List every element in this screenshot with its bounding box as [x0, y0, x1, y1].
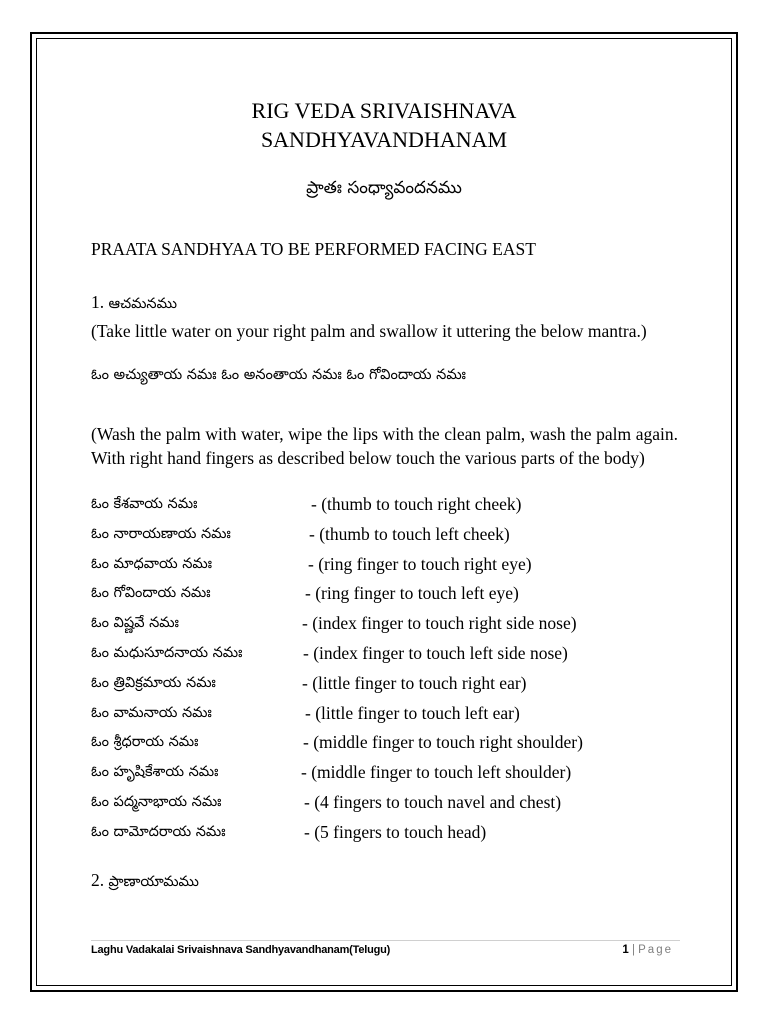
telugu-subtitle: ప్రాతః సంధ్యావందనము: [306, 178, 462, 198]
section-1-number: 1.: [91, 292, 105, 312]
mantra-text: ఓం త్రివిక్రమాయ నమః: [91, 674, 216, 691]
achamana-mantra: ఓం అచ్యుతాయ నమః ఓం అనంతాయ నమః ఓం గోవిందాయ నమః: [91, 367, 466, 383]
list-item: [91, 582, 691, 612]
list-item: [91, 553, 691, 583]
action-text: - (little finger to touch left ear): [305, 702, 520, 723]
heading: PRAATA SANDHYAA TO BE PERFORMED FACING EAST: [91, 239, 536, 259]
mantra-text: ఓం మాధవాయ నమః: [91, 555, 213, 572]
list-item: [91, 523, 691, 553]
action-text: - (little finger to touch right ear): [302, 672, 527, 693]
mantra-action-list: [91, 493, 691, 851]
action-text: - (4 fingers to touch navel and chest): [304, 791, 562, 812]
action-text: - (5 fingers to touch head): [304, 821, 487, 842]
mantra-text: ఓం విష్ణవే నమః: [91, 615, 179, 632]
title-line-2: SANDHYAVANDHANAM: [260, 127, 508, 152]
list-item: [91, 731, 691, 761]
list-item: [91, 791, 691, 821]
mantra-text: ఓం హృషికేశాయ నమః: [91, 764, 219, 781]
section-2-heading: [91, 869, 199, 893]
list-item: [91, 672, 691, 702]
mantra-text: ఓం కేశవాయ నమః: [91, 496, 198, 512]
list-item: [91, 642, 691, 672]
list-item: [91, 821, 691, 851]
action-text: - (index finger to touch left side nose): [303, 642, 568, 663]
page-number: 1: [622, 944, 629, 956]
mantra-text: ఓం నారాయణాయ నమః: [91, 525, 231, 542]
action-text: - (ring finger to touch right eye): [308, 553, 532, 574]
list-item: [91, 702, 691, 732]
mantra-text: ఓం వామనాయ నమః: [91, 704, 212, 721]
footer-document-title: Laghu Vadakalai Srivaishnava Sandhyavandhanam(Telugu): [91, 944, 391, 956]
page-separator: |: [631, 944, 635, 956]
action-text: - (middle finger to touch right shoulder): [303, 732, 583, 753]
list-item: [91, 761, 691, 791]
section-2-number: 2.: [91, 870, 105, 890]
action-text: - (thumb to touch right cheek): [311, 494, 522, 514]
footer-page-indicator: [622, 944, 673, 956]
page-label: Page: [638, 944, 673, 956]
list-item: [91, 612, 691, 642]
mantra-text: ఓం గోవిందాయ నమః: [91, 585, 211, 602]
action-text: - (index finger to touch right side nose): [302, 613, 577, 634]
footer-divider: [91, 940, 680, 941]
action-text: - (middle finger to touch left shoulder): [301, 762, 572, 783]
action-text: - (ring finger to touch left eye): [305, 583, 519, 604]
mantra-text: ఓం పద్మనాభాయ నమః: [91, 793, 222, 810]
mantra-text: ఓం దామోదరాయ నమః: [91, 823, 226, 840]
title-line-1: RIG VEDA SRIVAISHNAVA: [251, 98, 517, 123]
action-text: - (thumb to touch left cheek): [309, 523, 510, 544]
section-1-title: ఆచమనము: [108, 296, 177, 312]
section-1-instruction: (Take little water on your right palm and swallow it uttering the below mantra.): [91, 321, 647, 341]
section-1-heading: [91, 291, 177, 315]
mantra-text: ఓం శ్రీధరాయ నమః: [91, 734, 199, 751]
list-item: [91, 493, 691, 523]
section-2-title: ప్రాణాయామము: [108, 874, 199, 890]
wash-instruction: (Wash the palm with water, wipe the lips with the clean palm, wash the palm again. With right hand fingers as described below touch the various parts of the body): [91, 424, 678, 468]
mantra-text: ఓం మధుసూదనాయ నమః: [91, 644, 243, 661]
